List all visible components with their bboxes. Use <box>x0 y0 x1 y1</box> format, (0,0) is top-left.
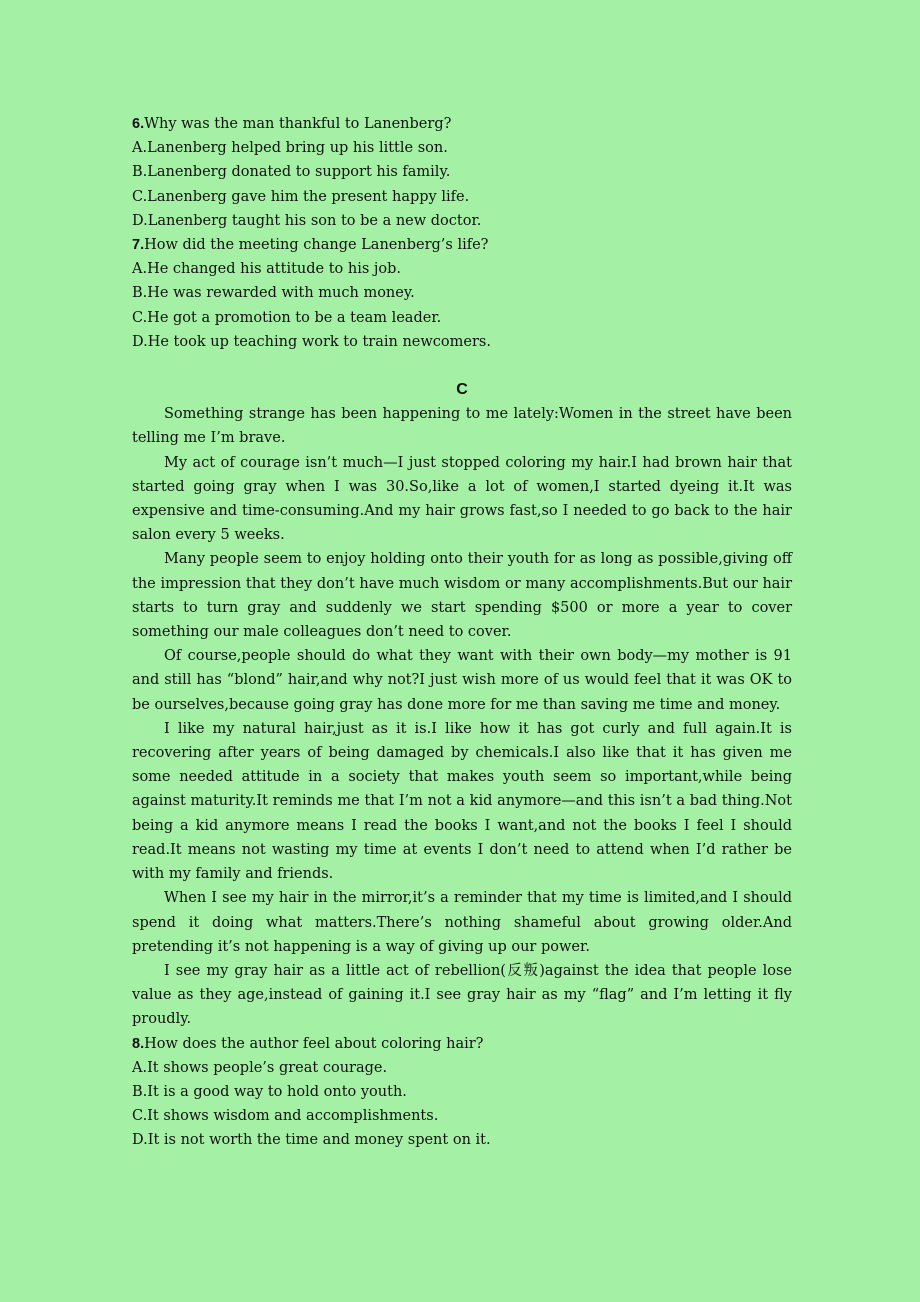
passage-paragraph: When I see my hair in the mirror,it’s a reminder that my time is limited,and I should spend it doing what matters.There’s nothing shameful about growing older.And pretending it’s not happening is a way of giving up our power. <box>132 890 792 955</box>
question-8 <box>132 1032 792 1153</box>
option-b: B.He was rewarded with much money. <box>132 285 415 302</box>
option-c: C.It shows wisdom and accomplishments. <box>132 1108 439 1125</box>
passage-paragraph: I like my natural hair,just as it is.I like how it has got curly and full again.It is recovering after years of being damaged by chemicals.I also like that it has given me some needed attitude in a society that makes youth seem so important,while being against maturity.It reminds me that I’m not a kid anymore—and this isn’t a bad thing.Not being a kid anymore means I read the books I want,and not the books I feel I should read.It means not wasting my time at events I don’t need to attend when I’d rather be with my family and friends. <box>132 720 792 883</box>
passage-paragraph: Of course,people should do what they want with their own body—my mother is 91 and still has “blond” hair,and why not?I just wish more of us would feel that it was OK to be ourselves,because going gray has done more for me than saving me time and money. <box>132 648 792 713</box>
question-number: 6. <box>132 116 145 132</box>
document-page <box>132 112 792 1153</box>
option-c: C.He got a promotion to be a team leader. <box>132 309 442 326</box>
option-b: B.Lanenberg donated to support his family. <box>132 164 451 181</box>
passage-paragraph: Something strange has been happening to me lately:Women in the street have been telling me I’m brave. <box>132 406 792 447</box>
option-c: C.Lanenberg gave him the present happy life. <box>132 188 470 205</box>
option-d: D.Lanenberg taught his son to be a new doctor. <box>132 212 482 229</box>
option-b: B.It is a good way to hold onto youth. <box>132 1083 407 1100</box>
question-6 <box>132 112 792 233</box>
option-a: A.It shows people’s great courage. <box>132 1059 388 1076</box>
passage-paragraph: I see my gray hair as a little act of rebellion(反叛)against the idea that people lose value as they age,instead of gaining it.I see gray hair as my “flag” and I’m letting it fly proudly. <box>132 962 792 1028</box>
question-number: 8. <box>132 1035 145 1052</box>
question-stem: 7.How did the meeting change Lanenberg’s life? <box>132 237 489 254</box>
option-d: D.He took up teaching work to train newcomers. <box>132 333 491 350</box>
option-a: A.Lanenberg helped bring up his little son. <box>132 140 448 157</box>
question-number: 7. <box>132 237 145 254</box>
option-d: D.It is not worth the time and money spent on it. <box>132 1132 491 1149</box>
question-stem: 8.How does the author feel about coloring hair? <box>132 1035 484 1052</box>
option-a: A.He changed his attitude to his job. <box>132 261 402 278</box>
section-spacer <box>132 354 792 378</box>
section-title: C <box>456 381 468 399</box>
question-7 <box>132 233 792 354</box>
passage-paragraph: My act of courage isn’t much—I just stopped coloring my hair.I had brown hair that started going gray when I was 30.So,like a lot of women,I started dyeing it.It was expensive and time-consuming.And my hair grows fast,so I needed to go back to the hair salon every 5 weeks. <box>132 454 792 544</box>
question-stem: 6.Why was the man thankful to Lanenberg? <box>132 116 452 132</box>
passage <box>132 402 792 1031</box>
passage-paragraph: Many people seem to enjoy holding onto their youth for as long as possible,giving off the impression that they don’t have much wisdom or many accomplishments.But our hair starts to turn gray and suddenly we start spending $500 or more a year to cover something our male colleagues don’t need to cover. <box>132 551 792 641</box>
